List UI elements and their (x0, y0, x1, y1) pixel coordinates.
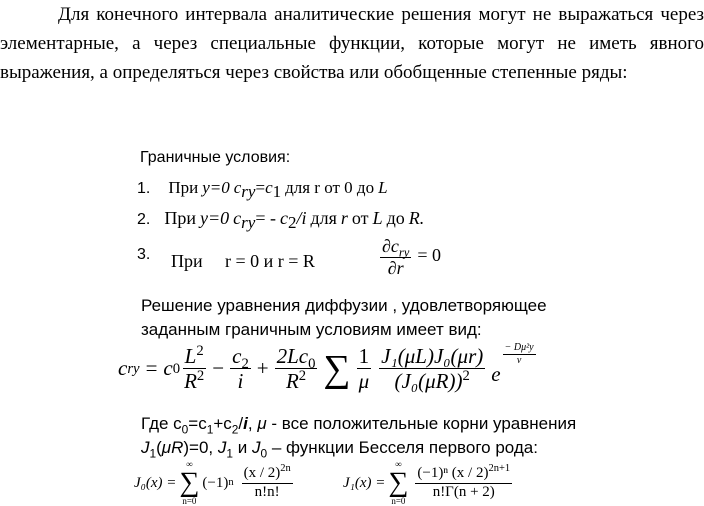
b1-a: =c (188, 414, 207, 433)
tail-var: r (340, 208, 348, 228)
boundary-item-2 (137, 208, 425, 233)
f2-num-sub: 2 (241, 356, 249, 373)
tail: для r от 0 до (285, 178, 375, 197)
sum-sign: ∑ (323, 347, 351, 390)
j0-num: (x / 2) (243, 465, 281, 482)
j1-sub: n=0 (391, 496, 406, 506)
boundary-item-3-number: 3. (137, 246, 151, 263)
f4-den: μ (358, 369, 370, 394)
f1-den-sup: 2 (196, 368, 205, 385)
fraction-c2-i (230, 344, 251, 393)
j0-fraction (242, 465, 293, 501)
j1-den: n!Γ(n + 2) (432, 483, 495, 500)
b2-J1: J (217, 438, 227, 457)
val: c (279, 208, 288, 228)
j0-sum (179, 460, 199, 506)
f3-num: 2Lc (276, 344, 309, 368)
deriv-num-text: ∂c (382, 236, 399, 256)
j0-lhs: J₀(x) = (134, 474, 177, 491)
item-pre: При (164, 208, 196, 228)
b2-j1: 1 (149, 446, 157, 461)
item-number: 1. (137, 180, 151, 197)
c0: c (163, 356, 173, 381)
eq-sign: = (145, 356, 158, 381)
b1-c: / (238, 414, 244, 433)
tail-var-2: L (372, 208, 383, 228)
j1-sup: ∞ (395, 459, 402, 469)
j1-sum (388, 460, 408, 506)
j0-sub: n=0 (182, 496, 197, 506)
j1-num: (−1)ⁿ (x / 2) (417, 465, 489, 482)
j0-term: (−1) (202, 474, 229, 491)
tail-3: до (386, 208, 405, 228)
f2-den: i (237, 369, 244, 394)
conc: c (233, 178, 242, 197)
b2-c: и (233, 438, 252, 457)
boundary-item-3-pre: При (171, 251, 203, 271)
b2-b: )=0, (183, 438, 214, 457)
f1-den: R (184, 369, 197, 394)
solution-line-1: Решение уравнения диффузии , удовлетворяющее (141, 296, 547, 315)
b1-i: i (243, 414, 248, 433)
cond-rest: =0 (209, 178, 230, 197)
tail-2: от (351, 208, 369, 228)
boundary-item-3-cond: r = 0 и r = R (225, 251, 315, 271)
bessel-j0-series: J₀(x) = ∞ ∑ n=0 (−1) n $\frac{(x / 2)^{2n}}{n!n!}$ (134, 459, 291, 506)
derivative-num (380, 236, 411, 258)
b2-J0s: 0 (260, 446, 268, 461)
item-number: 2. (137, 211, 151, 228)
b1-mu: μ (257, 414, 267, 433)
fraction-2lc0-r2 (275, 344, 318, 393)
exp-fraction (503, 342, 536, 366)
intro-text: Для конечного интервала аналитические решения могут не выражаться через элементарные, а через специальные функции, которые могут не иметь явного выражения, а определяться через свойства или обобщенные степенные ряды: (0, 4, 704, 83)
conc-sub: ry (241, 213, 256, 233)
eq: = (255, 178, 266, 197)
f3-den: R (285, 369, 299, 394)
j1-fraction (415, 465, 512, 501)
deriv-num-sub: ry (398, 245, 410, 260)
f5-den: (J₀(μR)) (394, 369, 463, 394)
f1-num: L (184, 344, 197, 368)
j0-den: n!n! (254, 483, 280, 500)
b1-b: +c (213, 414, 232, 433)
val-rest: /i (296, 208, 307, 228)
b1-pre: Где c (141, 414, 182, 433)
minus-sign: − (212, 356, 225, 381)
cond-var: y (199, 208, 208, 228)
bessel-line-2 (141, 436, 538, 460)
derivative-fraction (380, 236, 411, 278)
exp-num: − Dμ²y (504, 342, 534, 353)
f3-num-sub: 0 (308, 356, 316, 373)
conc: c (233, 208, 242, 228)
intro-paragraph (0, 0, 704, 87)
f5-num: J₁(μL)J₀(μr) (381, 344, 484, 368)
b1-s1: 1 (206, 422, 214, 437)
eq: = - (255, 208, 276, 228)
b1-s0: 0 (181, 422, 189, 437)
derivative-den: ∂r (387, 257, 404, 278)
cond-rest: =0 (207, 208, 230, 228)
tail-var: L (378, 178, 388, 197)
b1-d: , (247, 414, 253, 433)
f2-num: c (232, 344, 242, 368)
tail-var-3: R. (408, 208, 425, 228)
f3-den-sup: 2 (298, 368, 307, 385)
exp-den: v (516, 354, 522, 366)
solution-formula: c ry = c 0 $\frac{L^2}{R^2}$ − $\frac{c_2}{i}$ + $\frac{2Lc_0}{R^2}$ ∑ $\frac{1}{\mu}$ $\frac{\text{J₁(μL)J₀(μr)}}{(J_0(\mu R))^2}$ e $\frac{\text{− Dμ²y}}{v}$ (118, 342, 534, 394)
f1-num-sup: 2 (196, 343, 204, 359)
cond-var: y (202, 178, 210, 197)
j0-num-sup: 2n (280, 463, 291, 475)
solution-line-2: заданным граничным условиям имеет вид: (141, 320, 482, 339)
j1-lhs: J₁(x) = (343, 474, 386, 491)
b2-mur: μR (161, 438, 184, 457)
b2-d: – функции Бесселя первого рода: (267, 438, 538, 457)
val: c (265, 178, 273, 197)
item-pre: При (168, 178, 199, 197)
bessel-line-1 (141, 412, 576, 436)
exp-base: e (491, 362, 501, 387)
j0-sup: ∞ (186, 459, 193, 469)
conc-sub: ry (241, 182, 256, 202)
lhs: c (118, 356, 128, 381)
b2-j: J (141, 438, 150, 457)
j1-sigma: ∑ (388, 467, 409, 498)
plus-sign: + (256, 356, 269, 381)
b1-s2: 2 (231, 422, 239, 437)
b1-e: - все положительные корни уравнения (266, 414, 577, 433)
val-sub: 2 (287, 213, 297, 233)
fraction-bessel (379, 344, 485, 393)
f4-num: 1 (358, 344, 370, 368)
boundary-item-1 (137, 178, 388, 202)
val-sub: 1 (272, 182, 282, 202)
j0-sigma: ∑ (179, 467, 200, 498)
derivative-eq: = 0 (417, 244, 442, 265)
fraction-l2-r2 (182, 344, 206, 393)
boundary-title: Граничные условия: (140, 149, 291, 166)
boundary-item-3-derivative (378, 236, 441, 278)
j1-num-sup: 2n+1 (488, 463, 511, 475)
b2-J1s: 1 (226, 446, 234, 461)
b2-a: ( (156, 438, 162, 457)
tail: для (310, 208, 337, 228)
b2-J0: J (251, 438, 261, 457)
f5-den-sup: 2 (462, 368, 470, 385)
fraction-1-mu (357, 344, 372, 393)
bessel-j1-series (343, 460, 514, 506)
